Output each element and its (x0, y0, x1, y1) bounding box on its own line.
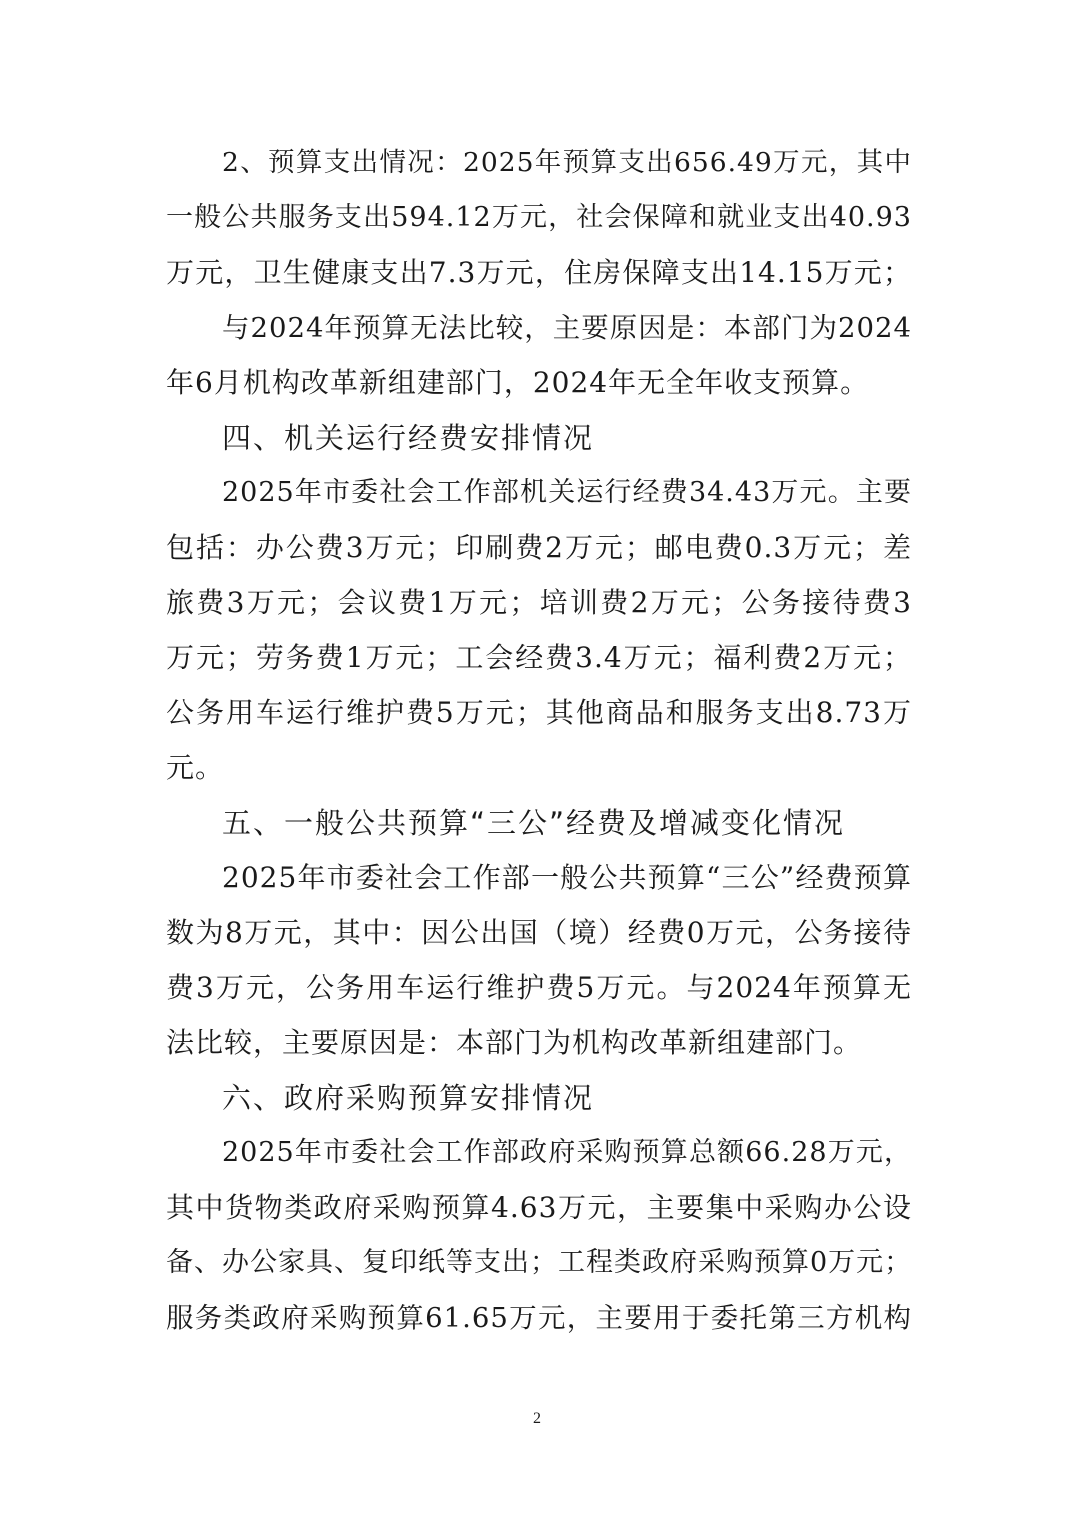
paragraph-line: 与2024年预算无法比较，主要原因是：本部门为2024 (222, 312, 912, 344)
paragraph-line: 数为8万元，其中：因公出国（境）经费0万元，公务接待 (166, 916, 912, 949)
paragraph-line: 服务类政府采购预算61.65万元，主要用于委托第三方机构 (166, 1302, 912, 1334)
paragraph-line: 年6月机构改革新组建部门，2024年无全年收支预算。 (166, 366, 870, 399)
paragraph-line: 公务用车运行维护费5万元；其他商品和服务支出8.73万 (166, 696, 912, 729)
paragraph-line: 万元，卫生健康支出7.3万元，住房保障支出14.15万元； (166, 256, 912, 289)
paragraph-line: 法比较，主要原因是：本部门为机构改革新组建部门。 (166, 1026, 863, 1059)
paragraph-line: 万元；劳务费1万元；工会经费3.4万元；福利费2万元； (166, 641, 912, 674)
paragraph-line: 包括：办公费3万元；印刷费2万元；邮电费0.3万元；差 (166, 531, 912, 564)
page-number: 2 (533, 1410, 541, 1427)
paragraph-line: 2、预算支出情况：2025年预算支出656.49万元，其中 (222, 147, 912, 178)
paragraph-line: 2025年市委社会工作部机关运行经费34.43万元。主要 (222, 477, 912, 508)
paragraph-line: 费3万元，公务用车运行维护费5万元。与2024年预算无 (166, 971, 912, 1004)
paragraph-line: 备、办公家具、复印纸等支出；工程类政府采购预算0万元； (166, 1247, 913, 1278)
paragraph-line: 一般公共服务支出594.12万元，社会保障和就业支出40.93 (166, 202, 912, 233)
paragraph-line: 2025年市委社会工作部一般公共预算“三公”经费预算 (222, 861, 912, 894)
paragraph-line: 元。 (166, 751, 225, 784)
section-heading: 六、政府采购预算安排情况 (222, 1081, 595, 1115)
paragraph-line: 2025年市委社会工作部政府采购预算总额66.28万元， (222, 1137, 912, 1168)
section-heading: 五、一般公共预算“三公”经费及增减变化情况 (222, 806, 846, 840)
paragraph-line: 其中货物类政府采购预算4.63万元，主要集中采购办公设 (166, 1191, 912, 1224)
section-heading: 四、机关运行经费安排情况 (222, 421, 595, 455)
paragraph-line: 旅费3万元；会议费1万元；培训费2万元；公务接待费3 (166, 586, 912, 619)
